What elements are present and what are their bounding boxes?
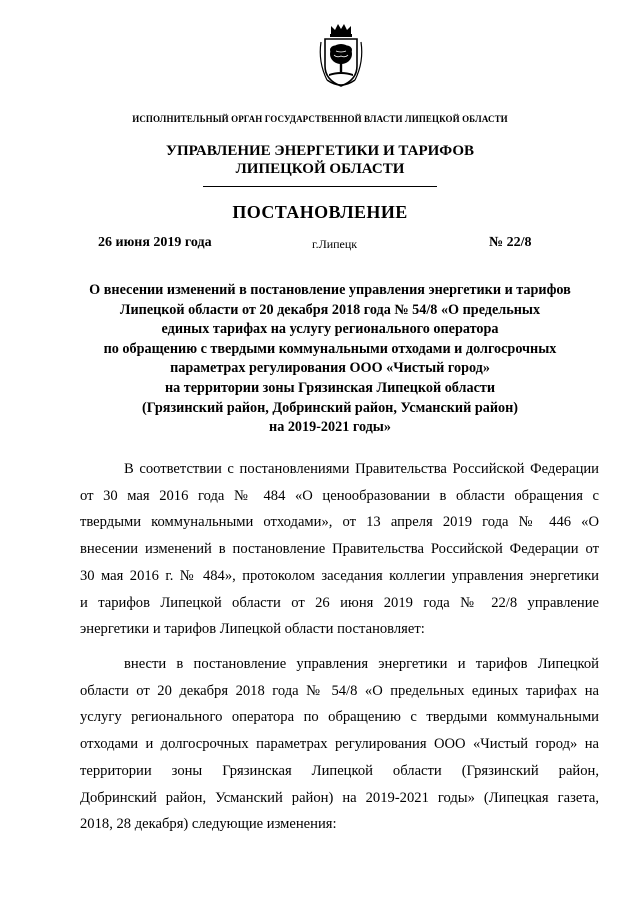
authority-name: ИСПОЛНИТЕЛЬНЫЙ ОРГАН ГОСУДАРСТВЕННОЙ ВЛАСТИ ЛИПЕЦКОЙ ОБЛАСТИ — [132, 114, 508, 124]
title-line: на территории зоны Грязинская Липецкой области — [164, 379, 496, 396]
resolution-paragraph — [80, 651, 599, 838]
title-line: О внесении изменений в постановление управления энергетики и тарифов — [89, 282, 571, 298]
paragraph-line: энергетики и тарифов Липецкой области постановляет: — [80, 621, 425, 638]
department-line-2: ЛИПЕЦКОЙ ОБЛАСТИ — [235, 161, 405, 177]
paragraph-line: услугу регионального оператора по обращению с твердыми коммунальными — [80, 709, 599, 726]
paragraph-line: области от 20 декабря 2018 года № 54/8 «О предельных единых тарифах на — [80, 682, 599, 699]
department-name — [0, 142, 640, 178]
paragraph-line: внести в постановление управления энергетики и тарифов Липецкой — [124, 656, 599, 672]
title-line: Липецкой области от 20 декабря 2018 года № 54/8 «О предельных — [119, 301, 541, 318]
title-line: на 2019-2021 годы» — [269, 419, 391, 436]
document-date: 26 июня 2019 года — [98, 235, 212, 250]
paragraph-line: отходами и долгосрочных параметрах регулирования ООО «Чистый город» на — [80, 736, 599, 753]
paragraph-line: от 30 мая 2016 года № 484 «О ценообразовании в области обращения с — [80, 487, 599, 504]
title-line: параметрах регулирования ООО «Чистый город» — [170, 360, 490, 377]
title-line: единых тарифах на услугу регионального оператора — [161, 321, 499, 338]
coat-of-arms-icon — [315, 22, 367, 92]
document-city: г.Липецк — [312, 237, 358, 251]
paragraph-line: твердыми коммунальными отходами», от 13 апреля 2019 года № 446 «О — [80, 514, 599, 531]
paragraph-line: внесении изменений в постановление Правительства Российской Федерации от — [80, 541, 599, 558]
document-number: № 22/8 — [489, 235, 532, 250]
header-divider — [203, 186, 437, 187]
paragraph-line: 30 мая 2016 г. № 484», протоколом заседания коллегии управления энергетики — [80, 567, 599, 584]
paragraph-line: территории зоны Грязинская Липецкой области (Грязинский район, — [80, 762, 599, 779]
document-title — [60, 281, 600, 438]
paragraph-line: и тарифов Липецкой области от 26 июня 2019 года № 22/8 управление — [80, 594, 599, 611]
paragraph-line: В соответствии с постановлениями Правительства Российской Федерации — [124, 461, 599, 477]
paragraph-line: 2018, 28 декабря) следующие изменения: — [80, 816, 337, 833]
department-line-1: УПРАВЛЕНИЕ ЭНЕРГЕТИКИ И ТАРИФОВ — [165, 143, 475, 159]
document-type: ПОСТАНОВЛЕНИЕ — [232, 202, 408, 222]
paragraph-line: Добринский район, Усманский район) на 2019-2021 годы» (Липецкая газета, — [80, 789, 599, 806]
title-line: по обращению с твердыми коммунальными отходами и долгосрочных — [103, 340, 557, 357]
preamble-paragraph — [80, 456, 599, 643]
title-line: (Грязинский район, Добринский район, Усманский район) — [142, 399, 518, 416]
